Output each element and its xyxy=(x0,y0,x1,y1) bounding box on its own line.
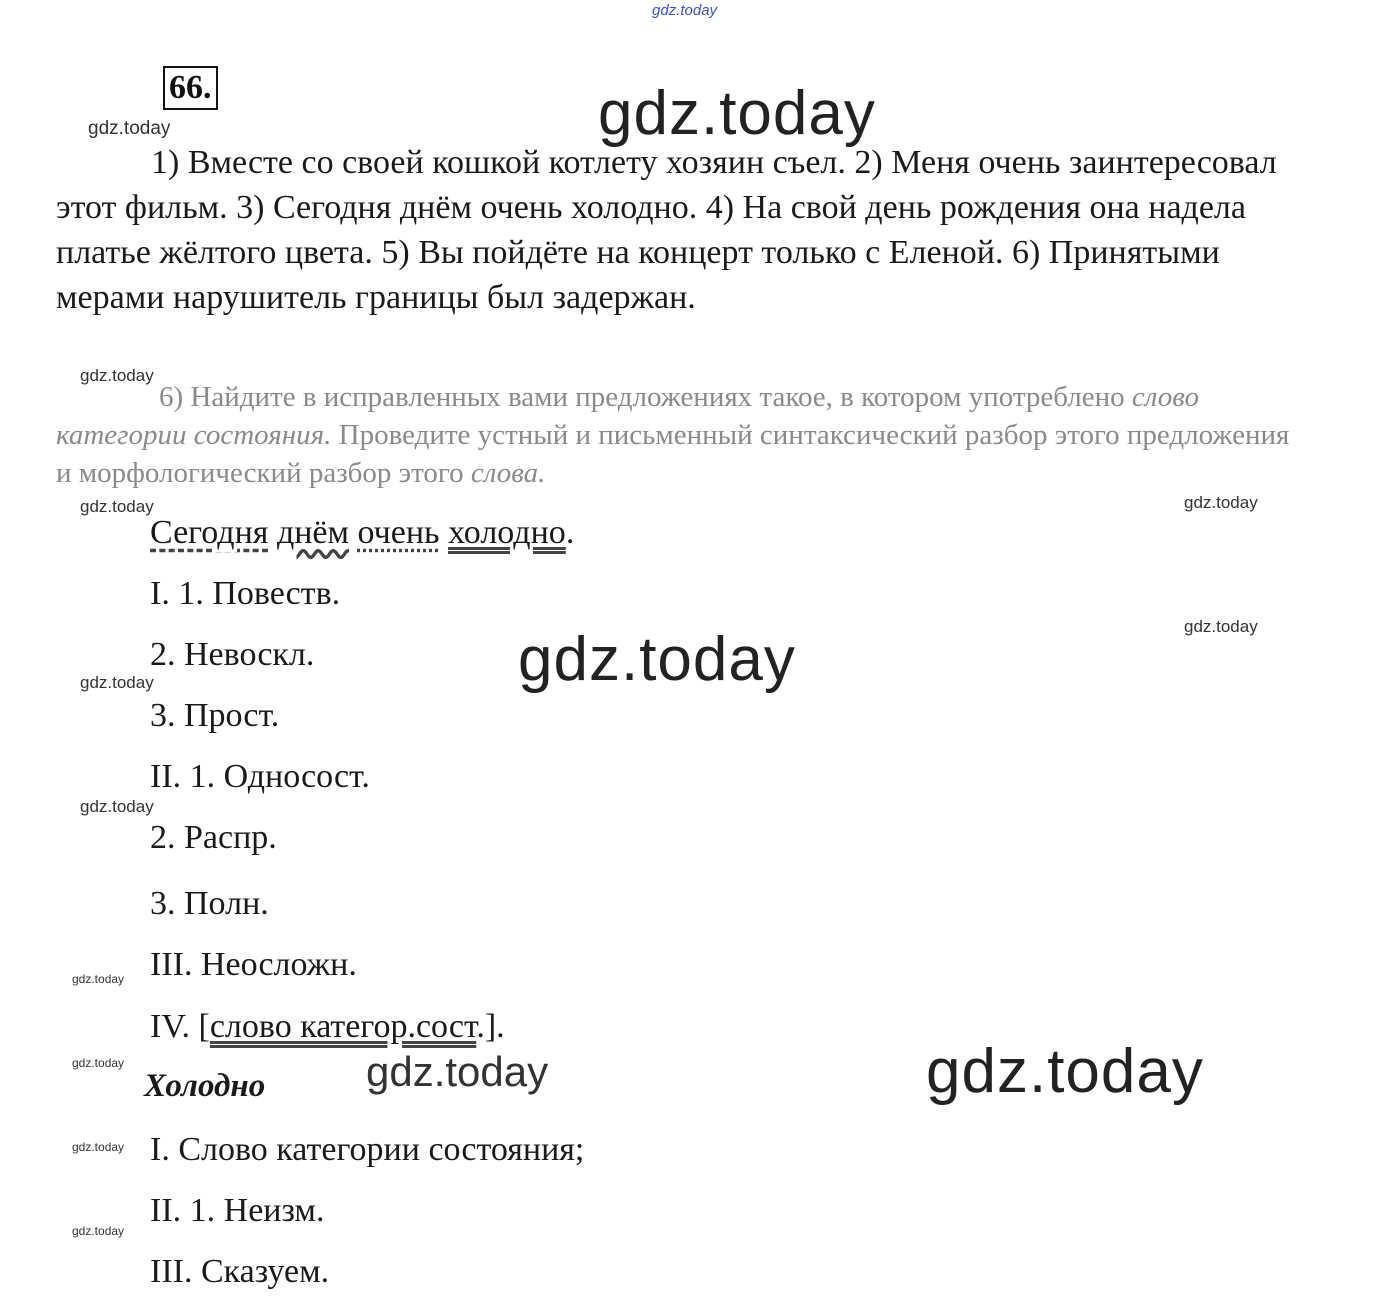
morph-line: III. Сказуем. xyxy=(150,1253,330,1290)
analysis-line: 2. Невоскл. xyxy=(150,636,315,673)
analysis-line: 2. Распр. xyxy=(150,819,277,856)
watermark-small: gdz.today xyxy=(80,673,154,692)
watermark-top: gdz.today xyxy=(652,2,718,19)
morph-heading: Холодно xyxy=(144,1068,266,1104)
analyzed-sentence xyxy=(150,514,574,552)
scheme-predicate: слово категор.сост xyxy=(209,1008,477,1045)
watermark-small: gdz.today xyxy=(1184,493,1258,512)
scheme-suffix: .]. xyxy=(476,1008,505,1045)
watermark-tiny: gdz.today xyxy=(72,1224,125,1238)
main-paragraph: 1) Вместе со своей кошкой котлету хозяин съел. 2) Меня очень заинтересовал этот фильм. 3) Сегодня днём очень холодно. 4) На свой день рождения она надела платье жёлтого цвета. 5) Вы пойдёте на концерт только с Еленой. 6) Принятыми мерами нарушитель границы был задержан. xyxy=(56,144,1277,316)
analysis-line: I. 1. Повеств. xyxy=(150,575,341,612)
watermark-large: gdz.today xyxy=(926,1037,1204,1106)
task-part1: 6) Найдите в исправленных вами предложениях такое, в котором употреблено xyxy=(159,381,1132,413)
watermark-small: gdz.today xyxy=(80,366,154,385)
watermark-large: gdz.today xyxy=(518,625,796,694)
sentence-word: Сегодня xyxy=(150,514,269,551)
analysis-line: 3. Полн. xyxy=(150,885,269,922)
morph-line: II. 1. Неизм. xyxy=(150,1192,325,1229)
exercise-number: 66. xyxy=(163,66,218,110)
task-italic1: слово категории состояния. xyxy=(56,381,1199,451)
watermark-small: gdz.today xyxy=(80,797,154,816)
watermark-tiny: gdz.today xyxy=(72,1056,125,1070)
watermark-small: gdz.today xyxy=(1184,617,1258,636)
scheme-prefix: IV. [ xyxy=(150,1008,210,1045)
task-text xyxy=(56,378,1306,492)
analysis-line: 3. Прост. xyxy=(150,697,280,734)
sentence-scheme xyxy=(150,1008,505,1046)
watermark-medium: gdz.today xyxy=(366,1048,549,1095)
sentence-end: . xyxy=(565,514,575,551)
watermark-small: gdz.today xyxy=(80,497,154,516)
task-part2: Проведите устный и письменный синтаксический разбор этого предложения и морфологический разбор этого xyxy=(56,419,1290,489)
watermark-tiny: gdz.today xyxy=(72,1140,125,1154)
task-italic2: слова. xyxy=(470,457,546,489)
sentence-word: очень xyxy=(357,514,440,551)
analysis-line: II. 1. Односост. xyxy=(150,758,370,795)
analysis-line: III. Неосложн. xyxy=(150,946,357,983)
watermark-tiny: gdz.today xyxy=(72,972,125,986)
sentence-word: днём xyxy=(276,514,350,551)
watermark-large: gdz.today xyxy=(598,79,876,148)
sentence-predicate: холодно xyxy=(448,514,566,551)
morph-line: I. Слово категории состояния; xyxy=(150,1131,585,1168)
watermark-small: gdz.today xyxy=(88,118,171,139)
